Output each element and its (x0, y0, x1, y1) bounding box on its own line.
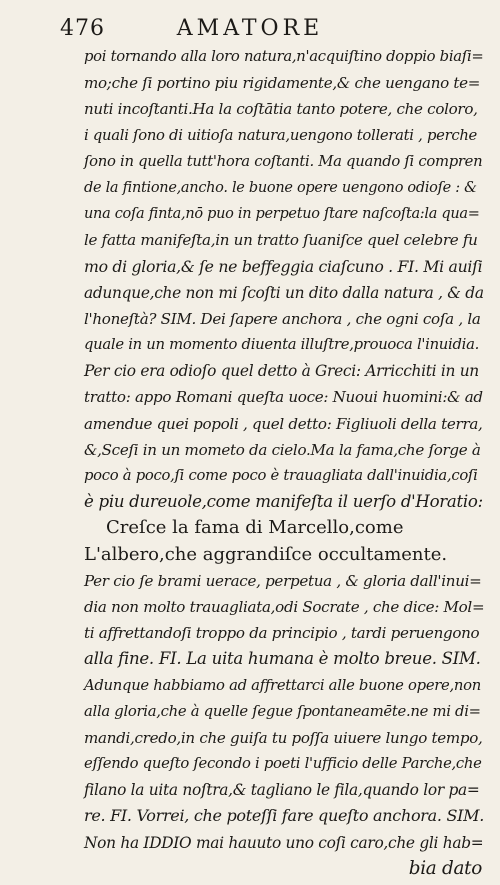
page-header (0, 14, 500, 46)
text-line: ti affrettandoſi troppo da principio , tardi peruengono (84, 624, 480, 643)
text-line: alla fine. FI. La uita humana è molto breue. SIM. (84, 649, 481, 669)
text-line: re. FI. Vorrei, che poteſſi fare queſto anchora. SIM. (84, 806, 484, 826)
text-line: l'honeſtà? SIM. Dei ſapere anchora , che ogni coſa , la (84, 309, 481, 328)
text-line: Non ha IDDIO mai hauuto uno coſi caro,che gli hab= (84, 833, 484, 852)
running-head: AMATORE (176, 16, 324, 41)
verse-line: L'albero,che aggrandiſce occultamente. (84, 543, 448, 565)
text-line: Per cio ſe brami uerace, perpetua , & gloria dall'inui= (84, 571, 482, 590)
text-line: una coſa finta,nō puo in perpetuo ſtare naſcoſta:la qua= (84, 206, 480, 223)
text-line: quale in un momento diuenta illuſtre,prouoca l'inuidia. (84, 336, 479, 354)
text-line: mandi,credo,in che guiſa tu poſſa uiuere lungo tempo, (84, 728, 483, 747)
text-body (84, 44, 484, 882)
text-line: è piu dureuole,come manifeſta il uerſo d'Horatio: (84, 492, 483, 512)
text-line: nuti incoſtanti.Ha la coſtātia tanto potere, che coloro, (84, 100, 478, 119)
verse-line: Creſce la fama di Marcello,come (106, 517, 404, 539)
text-line: adunque,che non mi ſcoſti un dito dalla natura , & da (84, 283, 484, 302)
text-line: Per cio era odioſo quel detto à Greci: Arricchiti in un (84, 362, 479, 381)
text-line: alla gloria,che à quelle ſegue ſpontaneamēte.ne mi di= (84, 702, 481, 720)
text-line: mo;che ſi portino piu rigidamente,& che uengano te= (84, 74, 481, 93)
text-line: mo di gloria,& ſe ne beffeggia ciaſcuno . FI. Mi auiſi (84, 256, 483, 276)
text-line: poco à poco,ſi come poco è trauagliata dall'inuidia,coſi (84, 467, 478, 484)
text-line: tratto: appo Romani queſta uoce: Nuoui huomini:& ad (84, 388, 483, 407)
text-line: &,Sceſi in un mometo da cielo.Ma la fama,che ſorge à (84, 440, 481, 459)
text-line: dia non molto trauagliata,odi Socrate , che dice: Mol= (84, 597, 485, 616)
text-line: i quali ſono di uitioſa natura,uengono tollerati , perche (84, 126, 478, 144)
catchword-line: bia dato (408, 857, 482, 879)
text-line: ſono in quella tutt'hora coſtanti. Ma quando ſi compren (84, 152, 483, 170)
text-line: de la fintione,ancho. le buone opere uengono odioſe : & (84, 179, 477, 196)
text-line: eſſendo queſto ſecondo i poeti l'ufficio delle Parche,che (84, 755, 482, 773)
page-number: 476 (60, 16, 105, 41)
text-line: filano la uita noſtra,& tagliano le fila,quando lor pa= (84, 781, 480, 800)
text-line: Adunque habbiamo ad affrettarci alle buone opere,non (84, 676, 481, 694)
text-line: amendue quei popoli , quel detto: Figliuoli della terra, (84, 414, 483, 433)
text-line: le fatta manifeſta,in un tratto ſuaniſce quel celebre fu (84, 231, 478, 250)
text-line: poi tornando alla loro natura,n'acquiſtino doppio biaſi= (84, 48, 484, 65)
